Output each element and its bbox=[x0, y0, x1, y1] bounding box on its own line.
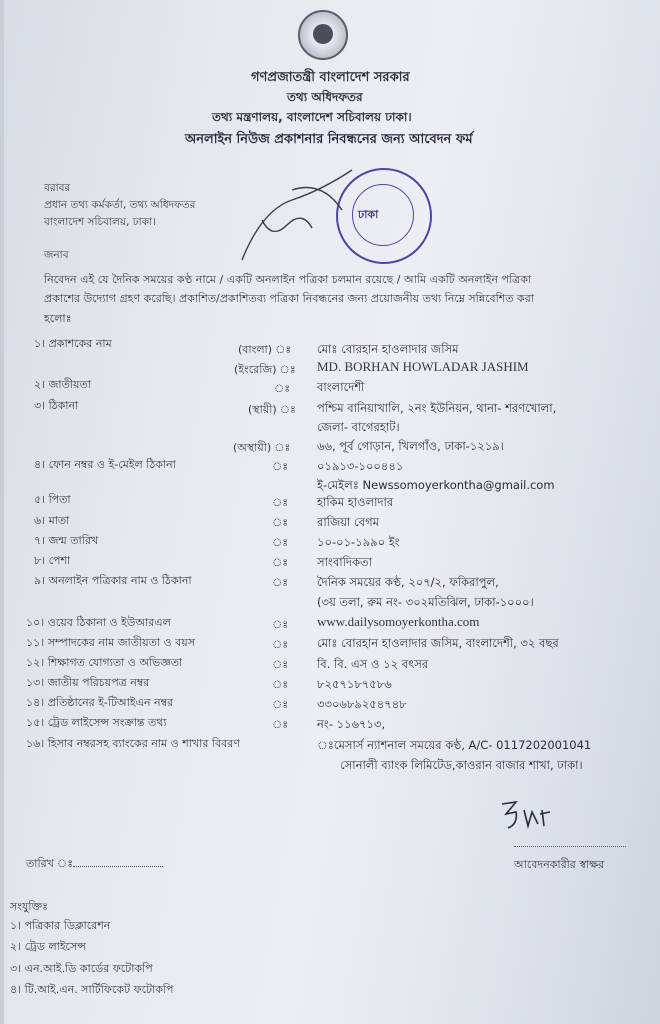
profession-separator: ঃ bbox=[272, 556, 289, 569]
application-form-page bbox=[4, 0, 660, 1024]
online-paper-address-line-1: দৈনিক সময়ের কণ্ঠ, ২০৭/২, ফকিরাপুল, bbox=[317, 575, 499, 589]
etin-separator: ঃ bbox=[272, 698, 289, 711]
intro-line-1: নিবেদন এই যে দৈনিক সময়ের কণ্ঠ নামে / একটি অনলাইন পত্রিকা চলমান রয়েছে / আমি একটি অনলাইন পত্রিকা bbox=[44, 273, 532, 286]
header-government: গণপ্রজাতন্ত্রী বাংলাদেশ সরকার bbox=[251, 70, 410, 85]
permanent-address-line-2: জেলা- বাগেরহাট। bbox=[317, 420, 400, 434]
nationality-separator: ঃ bbox=[274, 382, 291, 395]
trade-license-value: নং- ১১৬৭১৩, bbox=[317, 717, 386, 731]
addressee-officer: প্রধান তথ্য কর্মকর্তা, তথ্য অধিদফতর bbox=[44, 199, 196, 211]
government-emblem-icon bbox=[298, 10, 348, 60]
publisher-name-bn-value: মোঃ বোরহান হাওলাদার জসিম bbox=[317, 342, 459, 356]
trade-license-separator: ঃ bbox=[272, 718, 289, 731]
addressee-address: বাংলাদেশ সচিবালয়, ঢাকা। bbox=[44, 216, 156, 228]
attachment-item: ৪। টি.আই.এন. সার্টিফিকেট ফটোকপি bbox=[10, 983, 174, 996]
temporary-address-value: ৬৬, পূর্ব গোড়ান, খিলগাঁও, ঢাকা-১২১৯। bbox=[317, 439, 504, 453]
bank-info-line-1: ঃমেসার্স ন্যাশনাল সময়ের কণ্ঠ, A/C- 0117202001041 bbox=[317, 738, 592, 752]
publisher-name-en-label: (ইংরেজি) ঃ bbox=[234, 363, 296, 376]
online-paper-address-line-2: (৩য় তলা, রুম নং- ৩০২মতিঝিল, ঢাকা-১০০০। bbox=[317, 595, 534, 609]
editor-label: ১১। সম্পাদকের নাম জাতীয়তা ও বয়স bbox=[26, 636, 196, 649]
education-value: বি. বি. এস ও ১২ বৎসর bbox=[317, 657, 429, 671]
attachment-item: ২। ট্রেড লাইসেন্স bbox=[10, 940, 86, 953]
attachment-item: ১। পত্রিকার ডিক্লারেশন bbox=[10, 919, 111, 932]
signature-line bbox=[514, 846, 626, 847]
nid-label: ১৩। জাতীয় পরিচয়পত্র নম্বর bbox=[26, 676, 150, 689]
officer-signature bbox=[232, 150, 382, 270]
bank-info-label: ১৬। হিসাব নম্বরসহ ব্যাংকের নাম ও শাখার বিবরণ bbox=[26, 737, 240, 750]
stamp-text: ঢাকা bbox=[358, 208, 379, 221]
attachment-item: ৩। এন.আই.ডি কার্ডের ফটোকপি bbox=[10, 962, 153, 975]
intro-line-2: প্রকাশের উদ্যোগ গ্রহণ করেছি। প্রকাশিত/প্রকাশিতব্য পত্রিকা নিবন্ধনের জন্য প্রয়োজনীয় তথ্য নিম্নে সন্নিবেশিত করা bbox=[44, 292, 534, 305]
address-label: ৩। ঠিকানা bbox=[34, 399, 79, 412]
online-paper-label: ৯। অনলাইন পত্রিকার নাম ও ঠিকানা bbox=[34, 574, 192, 587]
mother-separator: ঃ bbox=[272, 516, 289, 529]
bank-info-line-2: সোনালী ব্যাংক লিমিটেড,কাওরান বাজার শাখা, ঢাকা। bbox=[340, 758, 583, 772]
header-department: তথ্য অধিদফতর bbox=[287, 90, 363, 104]
email-value: ই-মেইলঃ Newssomoyerkontha@gmail.com bbox=[317, 478, 555, 492]
profession-label: ৮। পেশা bbox=[34, 554, 71, 567]
header-ministry: তথ্য মন্ত্রণালয়, বাংলাদেশ সচিবালয় ঢাকা। bbox=[212, 110, 412, 124]
phone-value: ০১৯১৩-১০০৪৪১ bbox=[317, 459, 404, 473]
profession-value: সাংবাদিকতা bbox=[317, 555, 372, 569]
intro-line-3: হলোঃ bbox=[44, 312, 72, 325]
father-label: ৫। পিতা bbox=[34, 493, 71, 506]
permanent-address-label: (স্থায়ী) ঃ bbox=[248, 403, 296, 416]
publisher-name-bn-label: (বাংলা) ঃ bbox=[238, 343, 292, 356]
nationality-value: বাংলাদেশী bbox=[317, 380, 365, 394]
nationality-label: ২। জাতীয়তা bbox=[34, 378, 91, 391]
father-value: হাকিম হাওলাদার bbox=[317, 495, 394, 509]
salutation: জনাব bbox=[44, 249, 69, 261]
web-url-label: ১০। ওয়েব ঠিকানা ও ইউআরএল bbox=[26, 616, 171, 629]
father-separator: ঃ bbox=[272, 496, 289, 509]
phone-email-label: ৪। ফোন নম্বর ও ই-মেইল ঠিকানা bbox=[34, 458, 176, 471]
mother-value: রাজিয়া বেগম bbox=[317, 515, 379, 529]
publisher-name-label: ১। প্রকাশকের নাম bbox=[34, 337, 112, 350]
date-blank bbox=[73, 866, 163, 867]
birth-date-label: ৭। জন্ম তারিখ bbox=[34, 534, 99, 547]
online-paper-separator: ঃ bbox=[272, 576, 289, 589]
education-separator: ঃ bbox=[272, 658, 289, 671]
birth-date-value: ১০-০১-১৯৯০ ইং bbox=[317, 535, 400, 549]
publisher-name-en-value: MD. BORHAN HOWLADAR JASHIM bbox=[317, 359, 529, 374]
web-url-value: www.dailysomoyerkontha.com bbox=[317, 614, 480, 629]
trade-license-label: ১৫। ট্রেড লাইসেন্স সংক্রান্ত তথ্য bbox=[26, 716, 167, 729]
form-title: অনলাইন নিউজ প্রকাশনার নিবন্ধনের জন্য আবেদন ফর্ম bbox=[185, 132, 473, 147]
etin-value: ৩৩০৬৮৯২৫৪৭৪৮ bbox=[317, 697, 407, 711]
signature-label: আবেদনকারীর স্বাক্ষর bbox=[514, 858, 605, 871]
education-label: ১২। শিক্ষাগত যোগ্যতা ও অভিজ্ঞতা bbox=[26, 656, 183, 669]
temporary-address-label: (অস্থায়ী) ঃ bbox=[233, 441, 291, 454]
etin-label: ১৪। প্রতিষ্ঠানের ই-টিআইএন নম্বর bbox=[26, 696, 174, 709]
nid-value: ৮২৫৭১৮৭৫৮৬ bbox=[317, 677, 392, 691]
date-label: তারিখ ঃ bbox=[26, 857, 74, 870]
birth-date-separator: ঃ bbox=[272, 536, 289, 549]
web-url-separator: ঃ bbox=[272, 618, 289, 631]
mother-label: ৬। মাতা bbox=[34, 514, 70, 527]
attachments-heading: সংযুক্তিঃ bbox=[10, 900, 49, 913]
permanent-address-line-1: পশ্চিম বানিয়াখালি, ২নং ইউনিয়ন, থানা- শরণখোলা, bbox=[317, 401, 557, 415]
nid-separator: ঃ bbox=[272, 678, 289, 691]
editor-separator: ঃ bbox=[272, 638, 289, 651]
applicant-signature bbox=[494, 796, 574, 836]
editor-value: মোঃ বোরহান হাওলাদার জসিম, বাংলাদেশী, ৩২ বছর bbox=[317, 636, 559, 650]
phone-email-separator: ঃ bbox=[272, 460, 289, 473]
addressee-to: বরাবর bbox=[44, 182, 71, 194]
date-field bbox=[26, 855, 163, 874]
